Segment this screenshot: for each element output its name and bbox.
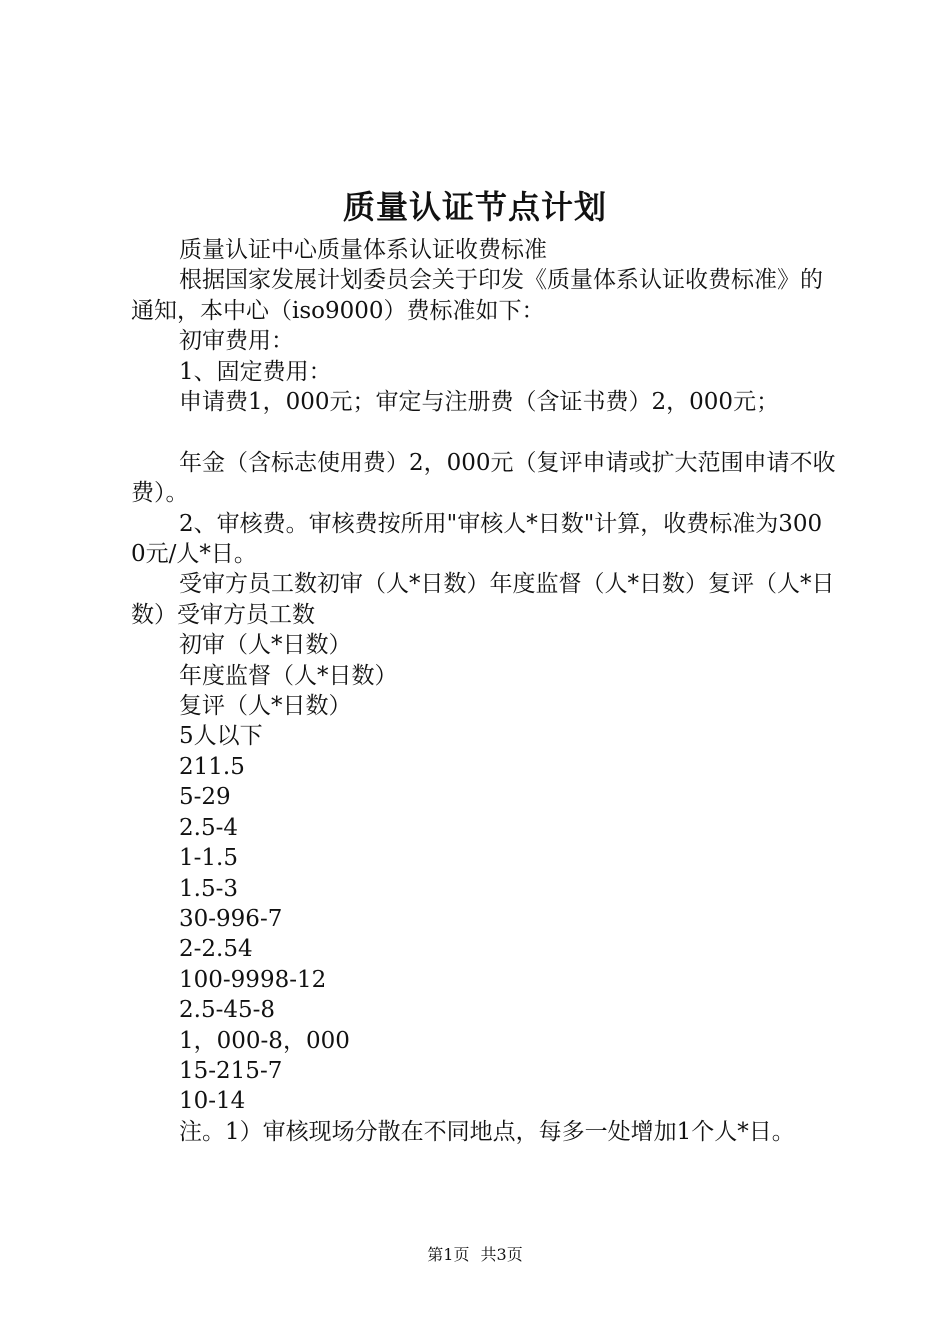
- page-total: 共3页: [480, 1245, 523, 1264]
- paragraph: 5-29: [179, 784, 231, 811]
- paragraph: 2.5-45-8: [179, 997, 276, 1024]
- document-body: [131, 235, 836, 1147]
- paragraph: 30-996-7: [179, 905, 283, 932]
- paragraph: 1.5-3: [179, 875, 238, 902]
- paragraph: 1，000-8，000: [179, 1027, 350, 1054]
- paragraph: 复评（人*日数）: [179, 693, 352, 720]
- paragraph: 100-9998-12: [179, 966, 327, 993]
- paragraph: 2、审核费。审核费按所用"审核人*日数"计算，收费标准为3000元/人*日。: [131, 510, 823, 568]
- paragraph: 质量认证中心质量体系认证收费标准: [179, 237, 547, 263]
- paragraph: 2.5-4: [179, 814, 238, 841]
- document-title: 质量认证节点计划: [342, 188, 607, 226]
- paragraph: 根据国家发展计划委员会关于印发《质量体系认证收费标准》的通知，本中心（iso9000）费标准如下：: [131, 267, 823, 324]
- paragraph: 2-2.54: [179, 936, 253, 963]
- paragraph: 5人以下: [179, 723, 263, 750]
- paragraph: 10-14: [179, 1088, 246, 1115]
- page-footer: [0, 1243, 950, 1267]
- paragraph: 年金（含标志使用费）2，000元（复评申请或扩大范围申请不收费）。: [131, 449, 836, 507]
- paragraph: 申请费1，000元；审定与注册费（含证书费）2，000元；: [179, 389, 780, 416]
- paragraph: 初审（人*日数）: [179, 632, 352, 659]
- paragraph: 1、固定费用：: [179, 358, 332, 385]
- paragraph: 初审费用：: [179, 328, 294, 355]
- paragraph: 15-215-7: [179, 1057, 283, 1084]
- page-number: 第1页: [427, 1245, 470, 1264]
- paragraph: 1-1.5: [179, 845, 238, 872]
- paragraph: 211.5: [179, 753, 245, 780]
- paragraph: 注。1）审核现场分散在不同地点，每多一处增加1个人*日。: [179, 1118, 795, 1145]
- blank-line: [131, 417, 836, 447]
- paragraph: 受审方员工数初审（人*日数）年度监督（人*日数）复评（人*日数）受审方员工数: [131, 571, 835, 628]
- paragraph: 年度监督（人*日数）: [179, 662, 398, 689]
